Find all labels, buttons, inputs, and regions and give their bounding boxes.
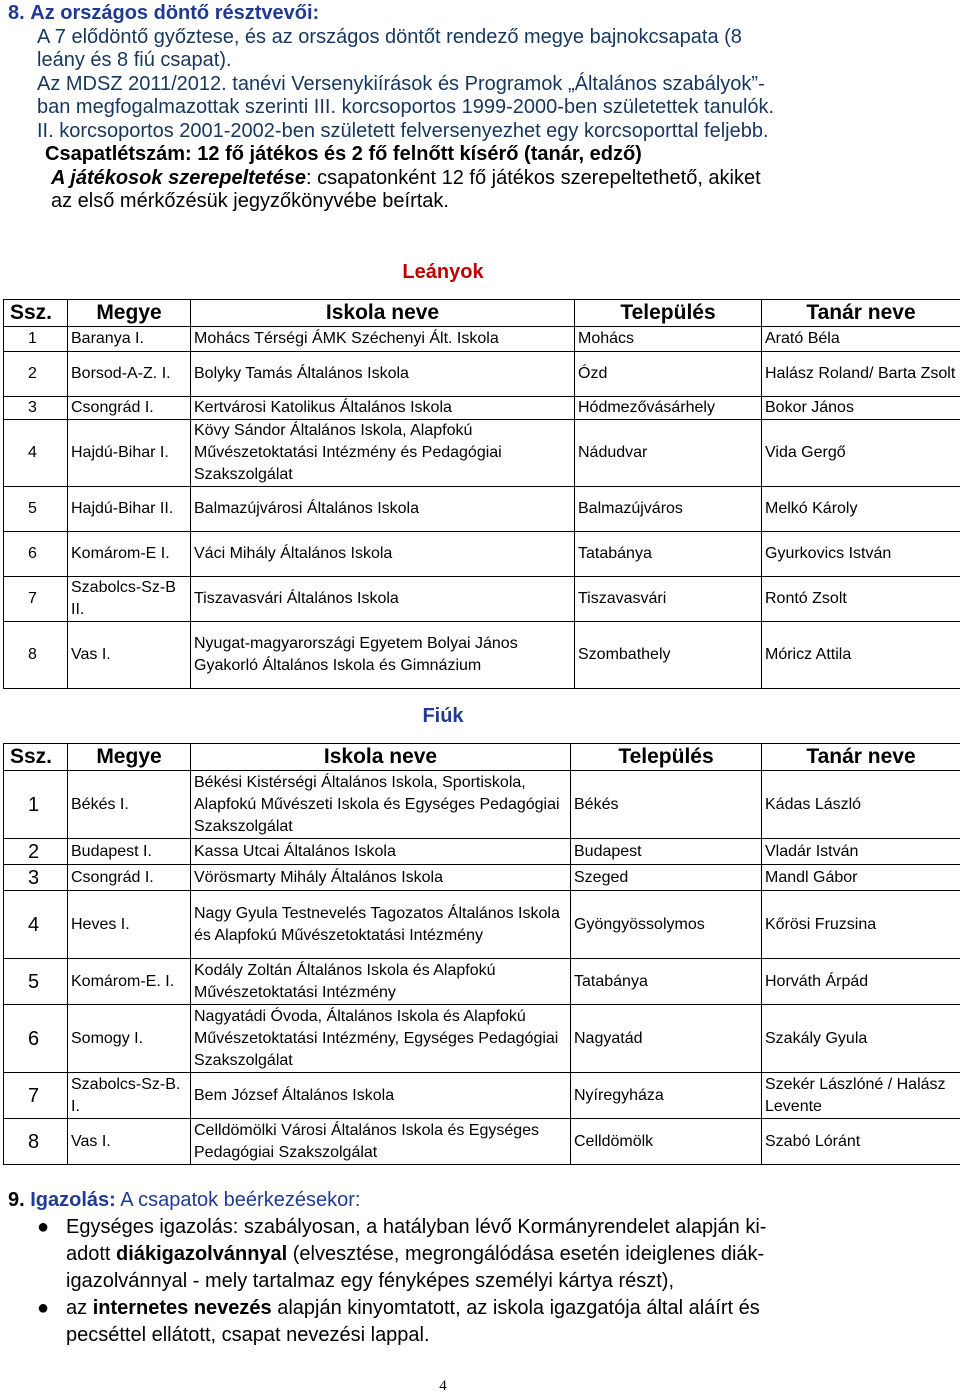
cell-megye: Hajdú-Bihar II.: [68, 487, 191, 532]
cell-ssz: 3: [4, 865, 68, 891]
table-row: [4, 891, 960, 959]
cell-megye: Vas I.: [68, 1119, 191, 1165]
cell-iskola: Mohács Térségi ÁMK Széchenyi Ált. Iskola: [191, 327, 575, 352]
section-8-number: 8.: [8, 2, 25, 24]
cell-ssz: 5: [4, 959, 68, 1005]
cell-megye: Szabolcs-Sz-B. I.: [68, 1073, 191, 1119]
cell-telepules: Nádudvar: [575, 420, 762, 487]
cell-tanar: Szekér Lászlóné / Halász Levente: [762, 1073, 960, 1119]
cell-megye: Somogy I.: [68, 1005, 191, 1073]
girls-header-row: [4, 300, 960, 327]
cell-iskola: Kövy Sándor Általános Iskola, Alapfokú Művészetoktatási Intézmény és Pedagógiai Szakszolgálat: [191, 420, 575, 487]
cell-megye: Vas I.: [68, 622, 191, 689]
table-row: [4, 577, 960, 622]
cell-megye: Borsod-A-Z. I.: [68, 352, 191, 397]
paragraph-line: Az MDSZ 2011/2012. tanévi Versenykiírások és Programok „Általános szabályok”-: [37, 72, 765, 95]
list-item-line: Egységes igazolás: szabályosan, a hatályban lévő Kormányrendelet alapján ki-: [66, 1216, 767, 1238]
cell-tanar: Vida Gergő: [762, 420, 960, 487]
list-item-line: [66, 1295, 952, 1322]
cell-ssz: 1: [4, 771, 68, 839]
list-item-line: [66, 1241, 952, 1268]
player-listing-line: [8, 167, 952, 191]
cell-iskola: Békési Kistérségi Általános Iskola, Sportiskola, Alapfokú Művészeti Iskola és Egységes Pedagógiai Szakszolgálat: [191, 771, 571, 839]
paragraph-line: A 7 elődöntő győztese, és az országos döntőt rendező megye bajnokcsapata (8: [37, 25, 742, 48]
cell-telepules: Tiszavasvári: [575, 577, 762, 622]
cell-telepules: Tatabánya: [571, 959, 762, 1005]
table-row: [4, 487, 960, 532]
cell-megye: Baranya I.: [68, 327, 191, 352]
cell-tanar: Bokor János: [762, 397, 960, 420]
girls-title: Leányok: [402, 261, 484, 283]
boys-title: Fiúk: [422, 705, 464, 727]
cell-iskola: Bolyky Tamás Általános Iskola: [191, 352, 575, 397]
cell-telepules: Szombathely: [575, 622, 762, 689]
table-row: [4, 327, 960, 352]
list-item-line: igazolvánnyal - mely tartalmaz egy fényképes személyi kártya részt),: [66, 1270, 675, 1292]
cell-megye: Komárom-E I.: [68, 532, 191, 577]
section-9-heading: [8, 1187, 952, 1214]
cell-iskola: Bem József Általános Iskola: [191, 1073, 571, 1119]
list-item-line: pecséttel ellátott, csapat nevezési lappal.: [66, 1324, 430, 1346]
col-header-megye: Megye: [68, 300, 191, 327]
text-span: alapján kinyomtatott, az iskola igazgatója által aláírt és: [271, 1297, 760, 1319]
cell-ssz: 3: [4, 397, 68, 420]
cell-telepules: Tatabánya: [575, 532, 762, 577]
section-8-title: Az országos döntő résztvevői:: [30, 2, 320, 24]
cell-telepules: Mohács: [575, 327, 762, 352]
cell-tanar: Szakály Gyula: [762, 1005, 960, 1073]
cell-tanar: Szabó Lóránt: [762, 1119, 960, 1165]
bullet-list: [8, 1214, 952, 1349]
cell-telepules: Celldömölk: [571, 1119, 762, 1165]
cell-telepules: Békés: [571, 771, 762, 839]
paragraph-line: leány és 8 fiú csapat).: [37, 49, 232, 71]
col-header-telepules: Település: [571, 744, 762, 771]
text-span: adott: [66, 1243, 117, 1265]
cell-ssz: 7: [4, 1073, 68, 1119]
cell-telepules: Ózd: [575, 352, 762, 397]
cell-tanar: Vladár István: [762, 839, 960, 865]
cell-iskola: Nagyatádi Óvoda, Általános Iskola és Alapfokú Művészetoktatási Intézmény, Egységes Pedagógiai Szakszolgálat: [191, 1005, 571, 1073]
paragraph-line: ban megfogalmazottak szerinti III. korcsoportos 1999-2000-ben születettek tanulók.: [37, 96, 775, 118]
table-row: [4, 1005, 960, 1073]
team-size-line: Csapatlétszám: 12 fő játékos és 2 fő felnőtt kísérő (tanár, edző): [45, 143, 642, 165]
cell-megye: Békés I.: [68, 771, 191, 839]
girls-table: [3, 299, 960, 689]
col-header-tanar: Tanár neve: [762, 744, 960, 771]
table-row: [4, 839, 960, 865]
cell-megye: Budapest I.: [68, 839, 191, 865]
col-header-megye: Megye: [68, 744, 191, 771]
cell-tanar: Arató Béla: [762, 327, 960, 352]
cell-megye: Hajdú-Bihar I.: [68, 420, 191, 487]
cell-iskola: Kertvárosi Katolikus Általános Iskola: [191, 397, 575, 420]
cell-iskola: Balmazújvárosi Általános Iskola: [191, 487, 575, 532]
bullet-icon: ●: [37, 1297, 50, 1319]
cell-ssz: 4: [4, 891, 68, 959]
paragraph-line: II. korcsoportos 2001-2002-ben született felversenyezhet egy korcsoporttal feljebb.: [37, 119, 769, 142]
section-9-title: Igazolás:: [30, 1189, 116, 1211]
cell-iskola: Kassa Utcai Általános Iskola: [191, 839, 571, 865]
cell-tanar: Horváth Árpád: [762, 959, 960, 1005]
cell-tanar: Melkó Károly: [762, 487, 960, 532]
section-9-number: 9.: [8, 1189, 25, 1211]
cell-telepules: Nyíregyháza: [571, 1073, 762, 1119]
player-listing-label: A játékosok szerepeltetése: [51, 166, 306, 189]
cell-megye: Komárom-E. I.: [68, 959, 191, 1005]
cell-ssz: 6: [4, 1005, 68, 1073]
cell-megye: Heves I.: [68, 891, 191, 959]
page-number: 4: [439, 1378, 447, 1394]
cell-tanar: Rontó Zsolt: [762, 577, 960, 622]
cell-iskola: Celldömölki Városi Általános Iskola és Egységes Pedagógiai Szakszolgálat: [191, 1119, 571, 1165]
list-item: [8, 1295, 952, 1349]
cell-tanar: Halász Roland/ Barta Zsolt: [762, 352, 960, 397]
cell-telepules: Hódmezővásárhely: [575, 397, 762, 420]
cell-ssz: 2: [4, 352, 68, 397]
player-listing-line-2: az első mérkőzésük jegyzőkönyvébe beírtak.: [51, 190, 449, 212]
cell-ssz: 8: [4, 622, 68, 689]
cell-ssz: 5: [4, 487, 68, 532]
cell-iskola: Nagy Gyula Testnevelés Tagozatos Általános Iskola és Alapfokú Művészetoktatási Intézmény: [191, 891, 571, 959]
cell-tanar: Kőrösi Fruzsina: [762, 891, 960, 959]
text-span: az: [66, 1297, 93, 1319]
col-header-tanar: Tanár neve: [762, 300, 960, 327]
boys-header-row: [4, 744, 960, 771]
cell-telepules: Gyöngyössolymos: [571, 891, 762, 959]
cell-megye: Szabolcs-Sz-B II.: [68, 577, 191, 622]
cell-tanar: Gyurkovics István: [762, 532, 960, 577]
cell-iskola: Nyugat-magyarországi Egyetem Bolyai János Gyakorló Általános Iskola és Gimnázium: [191, 622, 575, 689]
cell-megye: Csongrád I.: [68, 865, 191, 891]
cell-iskola: Kodály Zoltán Általános Iskola és Alapfokú Művészetoktatási Intézmény: [191, 959, 571, 1005]
col-header-iskola: Iskola neve: [191, 300, 575, 327]
boys-table: [3, 743, 960, 1165]
section-8-heading: [8, 2, 952, 26]
table-row: [4, 622, 960, 689]
cell-ssz: 7: [4, 577, 68, 622]
cell-tanar: Kádas László: [762, 771, 960, 839]
table-row: [4, 771, 960, 839]
cell-ssz: 1: [4, 327, 68, 352]
cell-ssz: 6: [4, 532, 68, 577]
col-header-ssz: Ssz.: [4, 744, 68, 771]
table-row: [4, 959, 960, 1005]
text-span: (elvesztése, megrongálódása esetén ideiglenes diák-: [287, 1243, 765, 1265]
cell-iskola: Vörösmarty Mihály Általános Iskola: [191, 865, 571, 891]
cell-telepules: Nagyatád: [571, 1005, 762, 1073]
table-row: [4, 397, 960, 420]
section-9-subtitle: A csapatok beérkezésekor:: [115, 1189, 361, 1211]
table-row: [4, 532, 960, 577]
bold-span: diákigazolvánnyal: [116, 1243, 288, 1265]
col-header-telepules: Település: [575, 300, 762, 327]
cell-telepules: Balmazújváros: [575, 487, 762, 532]
cell-iskola: Tiszavasvári Általános Iskola: [191, 577, 575, 622]
col-header-iskola: Iskola neve: [191, 744, 571, 771]
cell-ssz: 4: [4, 420, 68, 487]
cell-megye: Csongrád I.: [68, 397, 191, 420]
table-row: [4, 1119, 960, 1165]
table-row: [4, 1073, 960, 1119]
col-header-ssz: Ssz.: [4, 300, 68, 327]
section-9: [8, 1187, 952, 1349]
list-item: [8, 1214, 952, 1295]
table-row: [4, 352, 960, 397]
cell-ssz: 8: [4, 1119, 68, 1165]
cell-tanar: Mandl Gábor: [762, 865, 960, 891]
cell-tanar: Móricz Attila: [762, 622, 960, 689]
table-row: [4, 420, 960, 487]
bold-span: internetes nevezés: [92, 1297, 272, 1319]
cell-telepules: Budapest: [571, 839, 762, 865]
section-8: [8, 2, 952, 214]
cell-ssz: 2: [4, 839, 68, 865]
player-listing-text: : csapatonként 12 fő játékos szerepeltethető, akiket: [305, 166, 761, 189]
table-row: [4, 865, 960, 891]
cell-iskola: Váci Mihály Általános Iskola: [191, 532, 575, 577]
bullet-icon: ●: [37, 1216, 50, 1238]
cell-telepules: Szeged: [571, 865, 762, 891]
